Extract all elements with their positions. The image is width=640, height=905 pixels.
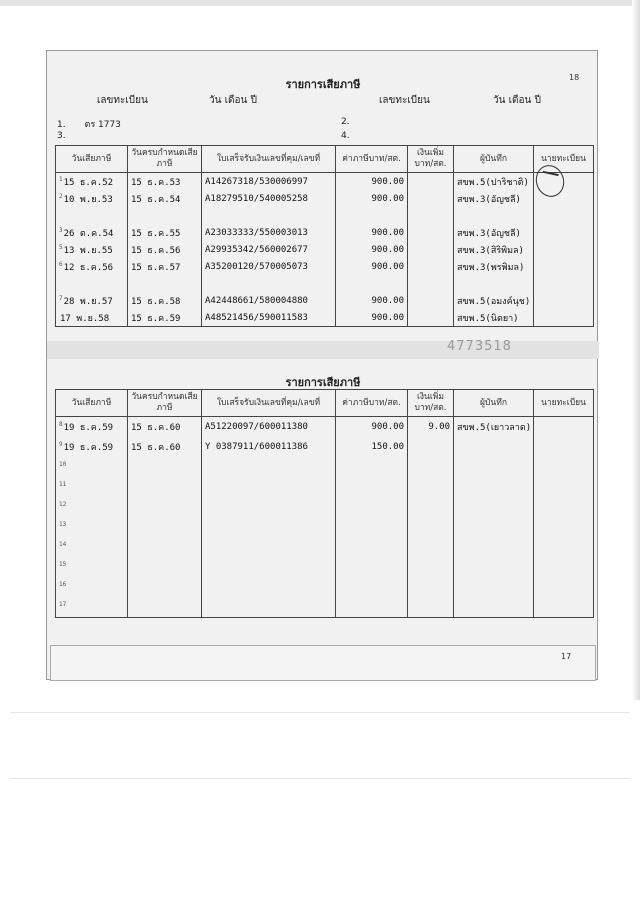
col-tax: ค่าภาษีบาท/สต.: [336, 390, 408, 417]
cell-registrar: [534, 537, 594, 557]
cell-registrar: [534, 207, 594, 224]
row-number: 8: [59, 421, 63, 428]
cell-extra: [408, 241, 454, 258]
table-header-row: [56, 146, 594, 173]
cell-extra: [408, 557, 454, 577]
reg-row-1: [57, 117, 121, 131]
cell-paid-date: [56, 258, 128, 275]
page-number-bottom: 17: [561, 652, 572, 661]
cell-paid-date: [56, 275, 128, 292]
cell-due: 15 ธ.ค.54: [128, 190, 202, 207]
cell-tax: [336, 577, 408, 597]
cell-recorder: [454, 275, 534, 292]
cell-registrar: [534, 457, 594, 477]
cell-extra: [408, 190, 454, 207]
cell-extra: [408, 275, 454, 292]
cell-extra: [408, 292, 454, 309]
cell-receipt: A51220097/600011380: [202, 417, 336, 438]
cell-recorder: [454, 517, 534, 537]
cell-receipt: A18279510/540005258: [202, 190, 336, 207]
cell-registrar: [534, 241, 594, 258]
cell-receipt: [202, 457, 336, 477]
cell-tax: [336, 597, 408, 618]
col-recorder: ผู้บันทึก: [454, 146, 534, 173]
cell-recorder: [454, 537, 534, 557]
cell-tax: [336, 207, 408, 224]
page-number-top: 18: [569, 73, 580, 82]
cell-receipt: [202, 517, 336, 537]
cell-paid-date: [56, 292, 128, 309]
cell-extra: [408, 497, 454, 517]
cell-paid-date: [56, 417, 128, 438]
paid-date-value: 28 พ.ย.57: [63, 296, 113, 307]
table-row: [56, 577, 594, 597]
scan-edge-right: [632, 0, 640, 700]
cell-due: 15 ธ.ค.56: [128, 241, 202, 258]
table-row: [56, 309, 594, 327]
cell-paid-date: [56, 517, 128, 537]
cell-recorder: [454, 477, 534, 497]
cell-due: [128, 477, 202, 497]
cell-recorder: [454, 577, 534, 597]
cell-due: [128, 497, 202, 517]
cell-tax: [336, 275, 408, 292]
cell-paid-date: [56, 241, 128, 258]
cell-tax: 900.00: [336, 309, 408, 327]
cell-tax: [336, 517, 408, 537]
row-number: 11: [59, 481, 67, 488]
cell-receipt: [202, 207, 336, 224]
cell-tax: 900.00: [336, 190, 408, 207]
cell-recorder: [454, 497, 534, 517]
paid-date-value: 19 ธ.ค.59: [63, 443, 114, 453]
cell-paid-date: [56, 577, 128, 597]
cell-receipt: A48521456/590011583: [202, 309, 336, 327]
cell-tax: [336, 537, 408, 557]
col-registrar: นายทะเบียน: [534, 390, 594, 417]
cell-registrar: [534, 309, 594, 327]
cell-tax: [336, 497, 408, 517]
cell-tax: 150.00: [336, 437, 408, 457]
cell-due: 15 ธ.ค.55: [128, 224, 202, 241]
cell-receipt: [202, 597, 336, 618]
next-page-fragment: [50, 645, 596, 681]
cell-paid-date: [56, 477, 128, 497]
cell-extra: 9.00: [408, 417, 454, 438]
cell-registrar: [534, 577, 594, 597]
row-number: 1: [59, 175, 63, 183]
table-row: [56, 207, 594, 224]
cell-tax: 900.00: [336, 224, 408, 241]
cell-extra: [408, 437, 454, 457]
col-paid-date: วันเสียภาษี: [56, 146, 128, 173]
row-number: 2: [59, 192, 63, 200]
table-row: [56, 417, 594, 438]
cell-due: [128, 557, 202, 577]
cell-registrar: [534, 224, 594, 241]
cell-tax: 900.00: [336, 258, 408, 275]
tax-table-1: [55, 145, 594, 327]
table-row: [56, 477, 594, 497]
cell-paid-date: [56, 457, 128, 477]
row-number: 7: [59, 294, 63, 302]
cell-extra: [408, 517, 454, 537]
reg-row-4: [341, 131, 350, 141]
cell-registrar: [534, 417, 594, 438]
header-left-reg-label: เลขทะเบียน: [97, 95, 148, 106]
paid-date-value: 17 พ.ย.58: [60, 313, 110, 324]
reg-row-num: 4.: [341, 131, 350, 141]
table-row: [56, 557, 594, 577]
cell-recorder: [454, 597, 534, 618]
cell-due: 15 ธ.ค.58: [128, 292, 202, 309]
cell-due: 15 ธ.ค.59: [128, 309, 202, 327]
cell-paid-date: [56, 207, 128, 224]
cell-paid-date: [56, 537, 128, 557]
paid-date-value: 13 พ.ย.55: [63, 245, 113, 256]
cell-paid-date: [56, 224, 128, 241]
cell-extra: [408, 597, 454, 618]
header-right-reg-label: เลขทะเบียน: [379, 95, 430, 106]
cell-receipt: [202, 537, 336, 557]
cell-recorder: สขพ.3(อัญชลี): [454, 224, 534, 241]
cell-recorder: สขพ.3(สิริพิมล): [454, 241, 534, 258]
cell-paid-date: [56, 597, 128, 618]
row-number: 6: [59, 260, 63, 268]
table-row: [56, 457, 594, 477]
cell-extra: [408, 477, 454, 497]
table-row: [56, 173, 594, 191]
cell-due: [128, 577, 202, 597]
table-row: [56, 224, 594, 241]
cell-due: [128, 275, 202, 292]
cell-due: 15 ธ.ค.60: [128, 437, 202, 457]
row-number: 16: [59, 581, 67, 588]
col-extra: เงินเพิ่มบาท/สต.: [408, 146, 454, 173]
cell-receipt: [202, 577, 336, 597]
cell-registrar: [534, 275, 594, 292]
row-number: 9: [59, 441, 63, 448]
cell-extra: [408, 537, 454, 557]
cell-extra: [408, 309, 454, 327]
cell-receipt: [202, 477, 336, 497]
table-row: [56, 597, 594, 618]
cell-tax: 900.00: [336, 241, 408, 258]
cell-paid-date: [56, 309, 128, 327]
cell-tax: [336, 457, 408, 477]
paid-date-value: 12 ธ.ค.56: [63, 262, 114, 273]
cell-due: 15 ธ.ค.57: [128, 258, 202, 275]
cell-recorder: สขพ.3(อัญชลี): [454, 190, 534, 207]
table-row: [56, 258, 594, 275]
table-row: [56, 537, 594, 557]
cell-receipt: A42448661/580004880: [202, 292, 336, 309]
cell-paid-date: [56, 437, 128, 457]
col-receipt: ใบเสร็จรับเงินเลขที่คุม/เลขที่: [202, 390, 336, 417]
cell-registrar: [534, 517, 594, 537]
page-fold-band: [47, 341, 599, 359]
scan-edge-top: [0, 0, 640, 6]
reg-row-num: 1.: [57, 120, 66, 130]
cell-extra: [408, 577, 454, 597]
col-extra: เงินเพิ่มบาท/สต.: [408, 390, 454, 417]
cell-tax: [336, 557, 408, 577]
cell-tax: 900.00: [336, 292, 408, 309]
cell-recorder: สขพ.5(อมงค์นุช): [454, 292, 534, 309]
cell-registrar: [534, 258, 594, 275]
header-left-date-label: วัน เดือน ปี: [209, 95, 257, 106]
cell-receipt: A14267318/530006997: [202, 173, 336, 191]
cell-receipt: Y 0387911/600011386: [202, 437, 336, 457]
col-due-date: วันครบกำหนดเสียภาษี: [128, 390, 202, 417]
cell-registrar: [534, 557, 594, 577]
row-number: 12: [59, 501, 67, 508]
cell-due: 15 ธ.ค.60: [128, 417, 202, 438]
row-number: 13: [59, 521, 67, 528]
cell-receipt: A23033333/550003013: [202, 224, 336, 241]
table-row: [56, 241, 594, 258]
cell-tax: 900.00: [336, 173, 408, 191]
cell-due: [128, 597, 202, 618]
cell-receipt: [202, 497, 336, 517]
cell-receipt: A35200120/570005073: [202, 258, 336, 275]
reg-row-3: [57, 131, 66, 141]
table-row: [56, 292, 594, 309]
section2-title: รายการเสียภาษี: [285, 376, 361, 389]
header-right-date-label: วัน เดือน ปี: [493, 95, 541, 106]
reg-row-num: 3.: [57, 131, 66, 141]
cell-paid-date: [56, 497, 128, 517]
cell-paid-date: [56, 557, 128, 577]
scan-artifact-line: [10, 712, 630, 713]
cell-receipt: A29935342/560002677: [202, 241, 336, 258]
col-tax: ค่าภาษีบาท/สต.: [336, 146, 408, 173]
cell-extra: [408, 207, 454, 224]
cell-paid-date: [56, 190, 128, 207]
cell-recorder: [454, 437, 534, 457]
table-row: [56, 190, 594, 207]
row-number: 14: [59, 541, 67, 548]
cell-extra: [408, 224, 454, 241]
cell-due: [128, 537, 202, 557]
reg-row-value: ตร 1773: [84, 120, 121, 130]
row-number: 15: [59, 561, 67, 568]
cell-recorder: [454, 207, 534, 224]
cell-extra: [408, 258, 454, 275]
section1-title: รายการเสียภาษี: [285, 78, 361, 91]
cell-paid-date: [56, 173, 128, 191]
cell-recorder: [454, 557, 534, 577]
cell-recorder: สขพ.5(นิตยา): [454, 309, 534, 327]
cell-receipt: [202, 275, 336, 292]
table-row: [56, 275, 594, 292]
col-registrar: นายทะเบียน: [534, 146, 594, 173]
cell-registrar: [534, 597, 594, 618]
reg-row-2: [341, 117, 350, 127]
cell-recorder: สขพ.5(เยาวลาด): [454, 417, 534, 438]
table-header-row: [56, 390, 594, 417]
cell-due: [128, 457, 202, 477]
table-row: [56, 497, 594, 517]
cell-registrar: [534, 437, 594, 457]
paid-date-value: 15 ธ.ค.52: [63, 177, 114, 188]
paid-date-value: 26 ต.ค.54: [63, 228, 114, 239]
cell-recorder: สขพ.5(ปาริชาติ): [454, 173, 534, 191]
col-recorder: ผู้บันทึก: [454, 390, 534, 417]
row-number: 17: [59, 601, 67, 608]
table-row: [56, 437, 594, 457]
col-paid-date: วันเสียภาษี: [56, 390, 128, 417]
reg-row-num: 2.: [341, 117, 350, 127]
paid-date-value: 19 ธ.ค.59: [63, 423, 114, 433]
cell-tax: [336, 477, 408, 497]
scan-artifact-line: [10, 778, 630, 779]
cell-receipt: [202, 557, 336, 577]
cell-tax: 900.00: [336, 417, 408, 438]
tax-table-2: [55, 389, 594, 618]
row-number: 3: [59, 226, 63, 234]
col-due-date: วันครบกำหนดเสียภาษี: [128, 146, 202, 173]
tax-record-sheet: [46, 50, 598, 680]
row-number: 10: [59, 461, 67, 468]
table-row: [56, 517, 594, 537]
col-receipt: ใบเสร็จรับเงินเลขที่คุม/เลขที่: [202, 146, 336, 173]
cell-due: [128, 517, 202, 537]
cell-recorder: [454, 457, 534, 477]
paid-date-value: 10 พ.ย.53: [63, 194, 113, 205]
cell-extra: [408, 173, 454, 191]
cell-due: 15 ธ.ค.53: [128, 173, 202, 191]
cell-registrar: [534, 477, 594, 497]
cell-registrar: [534, 292, 594, 309]
cell-due: [128, 207, 202, 224]
cell-recorder: สขพ.3(พรพิมล): [454, 258, 534, 275]
bleed-through-number: 4773518: [447, 339, 512, 354]
row-number: 5: [59, 243, 63, 251]
cell-registrar: [534, 497, 594, 517]
cell-extra: [408, 457, 454, 477]
